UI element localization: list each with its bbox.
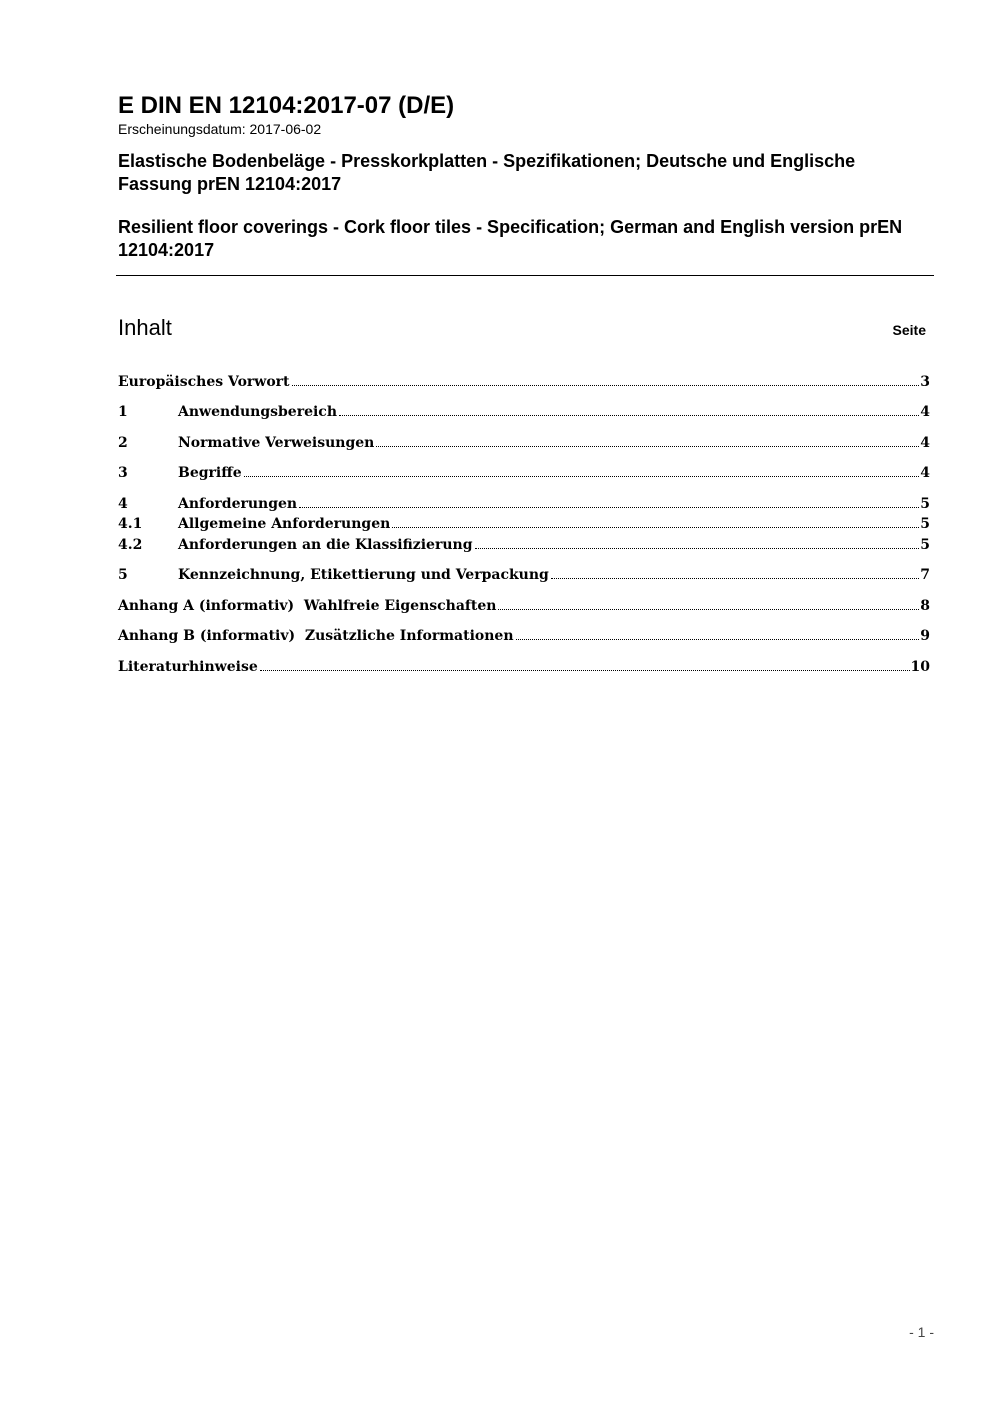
- toc-entry-page: 4: [920, 465, 930, 481]
- toc-entry-1[interactable]: [118, 400, 930, 420]
- toc-entry-vorwort[interactable]: [118, 370, 930, 390]
- toc-leader: [292, 385, 920, 386]
- toc-entry-4[interactable]: [118, 492, 930, 512]
- toc-entry-page: 4: [920, 435, 930, 451]
- header-divider: [116, 275, 934, 276]
- toc-entry-text: Europäisches Vorwort: [118, 374, 290, 390]
- toc-leader: [392, 527, 919, 528]
- toc-entry-page: 5: [920, 496, 930, 512]
- toc-entry-text: Anhang B (informativ) Zusätzliche Informationen: [118, 628, 514, 644]
- toc-entry-text: Normative Verweisungen: [178, 435, 375, 451]
- toc-leader: [244, 476, 920, 477]
- toc-entry-annex-a[interactable]: [118, 594, 930, 614]
- toc-entry-bibliography[interactable]: [118, 655, 930, 675]
- title-german: Elastische Bodenbeläge - Presskorkplatten - Spezifikationen; Deutsche und Englische Fassung prEN 12104:2017: [118, 151, 856, 194]
- toc-entry-page: 10: [910, 659, 930, 675]
- page-number: - 1 -: [909, 1324, 934, 1340]
- document-header: [118, 92, 934, 262]
- toc-leader: [260, 670, 910, 671]
- toc-entry-text: Literaturhinweise: [118, 659, 258, 675]
- toc-entry-number: 4: [118, 496, 128, 512]
- toc-leader: [339, 415, 919, 416]
- toc-entry-page: 5: [920, 537, 930, 553]
- publication-date: Erscheinungsdatum: 2017-06-02: [118, 121, 322, 137]
- toc-entry-4-1[interactable]: [118, 512, 930, 532]
- toc-leader: [498, 609, 919, 610]
- toc-entry-number: 4.2: [118, 537, 143, 553]
- toc-entry-page: 5: [920, 516, 930, 532]
- toc-entry-page: 9: [920, 628, 930, 644]
- toc-entry-text: Anhang A (informativ) Wahlfreie Eigenschaften: [118, 598, 497, 614]
- toc-leader: [376, 446, 919, 447]
- toc-heading: [118, 314, 926, 342]
- toc-entry-number: 3: [118, 465, 128, 481]
- toc-entry-3[interactable]: [118, 461, 930, 481]
- toc-entry-5[interactable]: [118, 563, 930, 583]
- toc-entry-page: 7: [920, 567, 930, 583]
- toc-entry-page: 8: [920, 598, 930, 614]
- toc-entry-text: Begriffe: [178, 465, 242, 481]
- toc-entry-text: Anwendungsbereich: [178, 404, 337, 420]
- toc-entry-2[interactable]: [118, 431, 930, 451]
- toc-entry-4-2[interactable]: [118, 533, 930, 553]
- toc-title: Inhalt: [118, 315, 172, 340]
- document-id: E DIN EN 12104:2017-07 (D/E): [118, 92, 455, 119]
- toc-entry-text: Anforderungen: [178, 496, 298, 512]
- toc-entry-number: 2: [118, 435, 128, 451]
- toc-page-label: Seite: [892, 322, 926, 338]
- toc-entry-text: Allgemeine Anforderungen: [178, 516, 391, 532]
- toc-leader: [299, 507, 919, 508]
- toc-entry-number: 1: [118, 404, 128, 420]
- toc-leader: [516, 639, 920, 640]
- toc-entry-annex-b[interactable]: [118, 624, 930, 644]
- toc-entry-page: 4: [920, 404, 930, 420]
- toc-leader: [475, 548, 920, 549]
- toc-leader: [551, 578, 919, 579]
- toc-entry-number: 5: [118, 567, 128, 583]
- toc-entry-text: Anforderungen an die Klassifizierung: [178, 537, 473, 553]
- toc-entry-number: 4.1: [118, 516, 143, 532]
- toc-entry-page: 3: [920, 374, 930, 390]
- toc-entry-text: Kennzeichnung, Etikettierung und Verpackung: [178, 567, 549, 583]
- title-english: Resilient floor coverings - Cork floor tiles - Specification; German and English version prEN 12104:2017: [118, 217, 903, 260]
